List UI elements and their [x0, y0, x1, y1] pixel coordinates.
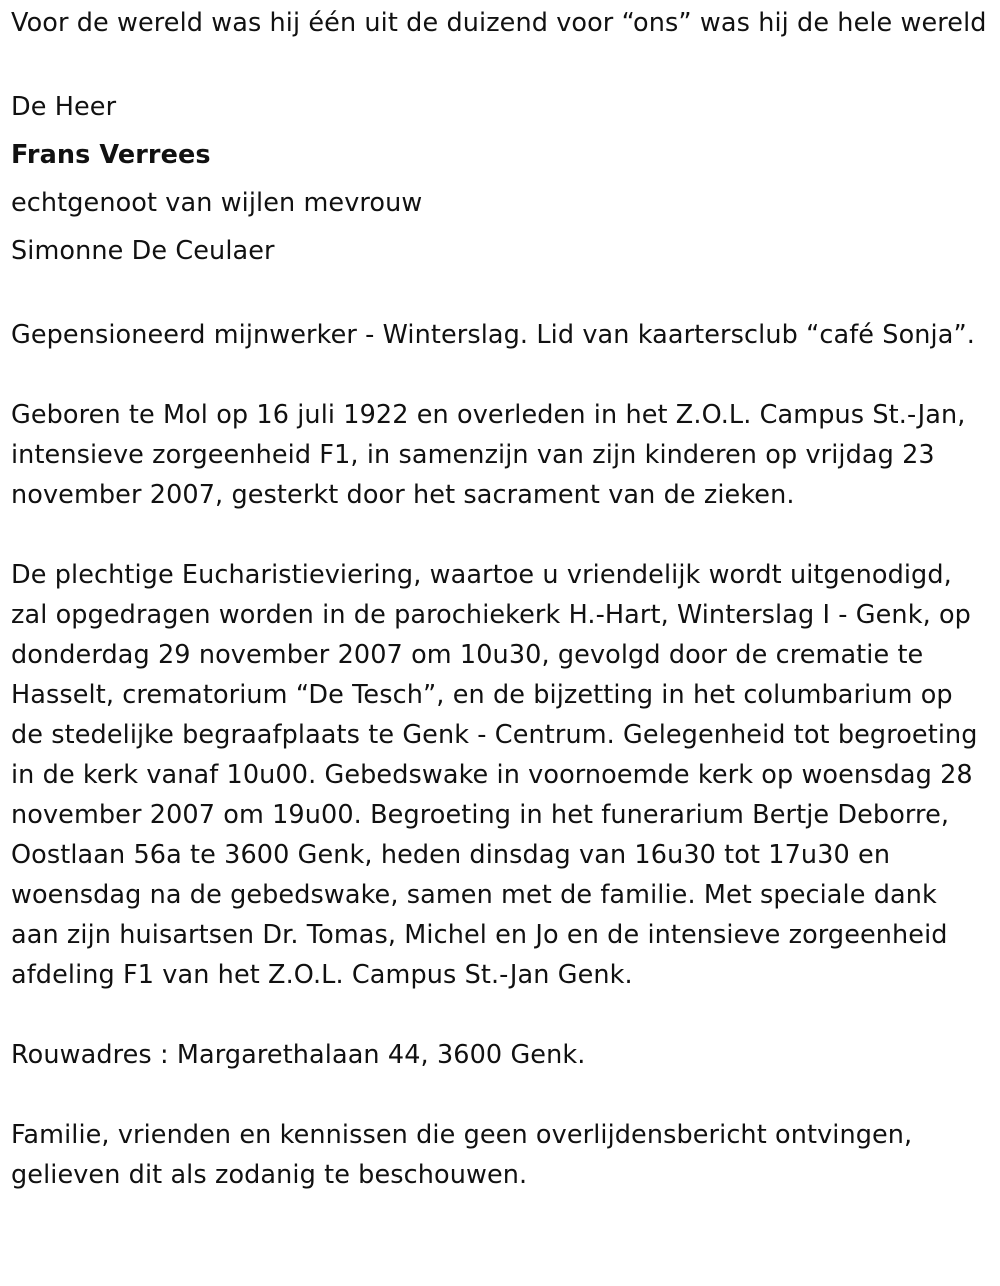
obituary-document [11, 3, 991, 1195]
mourning-address: Rouwadres : Margarethalaan 44, 3600 Genk. [11, 1040, 586, 1070]
birth-death-paragraph: Geboren te Mol op 16 juli 1922 en overleden in het Z.O.L. Campus St.-Jan, intensieve zorgeenheid F1, in samenzijn van zijn kinderen op vrijdag 23 november 2007, gesterkt door het sacrament van de zieken. [11, 400, 966, 510]
closing-paragraph: Familie, vrienden en kennissen die geen overlijdensbericht ontvingen, gelieven dit als zodanig te beschouwen. [11, 1120, 913, 1190]
salutation: De Heer [11, 92, 117, 122]
motto-text: Voor de wereld was hij één uit de duizend voor “ons” was hij de hele wereld [11, 8, 987, 38]
deceased-name: Frans Verrees [11, 140, 211, 170]
occupation-paragraph: Gepensioneerd mijnwerker - Winterslag. Lid van kaartersclub “café Sonja”. [11, 320, 975, 350]
spacer [11, 1075, 991, 1115]
spacer [11, 995, 991, 1035]
spacer [11, 355, 991, 395]
spouse-line-1: echtgenoot van wijlen mevrouw [11, 188, 423, 218]
spouse-line-2: Simonne De Ceulaer [11, 236, 275, 266]
spacer [11, 275, 991, 315]
spacer [11, 43, 991, 83]
spacer [11, 515, 991, 555]
ceremony-paragraph: De plechtige Eucharistieviering, waartoe u vriendelijk wordt uitgenodigd, zal opgedragen worden in de parochiekerk H.-Hart, Winterslag I - Genk, op donderdag 29 november 2007 om 10u30, gevolgd door de crematie te Hasselt, crematorium “De Tesch”, en de bijzetting in het columbarium op de stedelijke begraafplaats te Genk - Centrum. Gelegenheid tot begroeting in de kerk vanaf 10u00. Gebedswake in voornoemde kerk op woensdag 28 november 2007 om 19u00. Begroeting in het funerarium Bertje Deborre, Oostlaan 56a te 3600 Genk, heden dinsdag van 16u30 tot 17u30 en woensdag na de gebedswake, samen met de familie. Met speciale dank aan zijn huisartsen Dr. Tomas, Michel en Jo en de intensieve zorgeenheid afdeling F1 van het Z.O.L. Campus St.-Jan Genk. [11, 560, 978, 990]
